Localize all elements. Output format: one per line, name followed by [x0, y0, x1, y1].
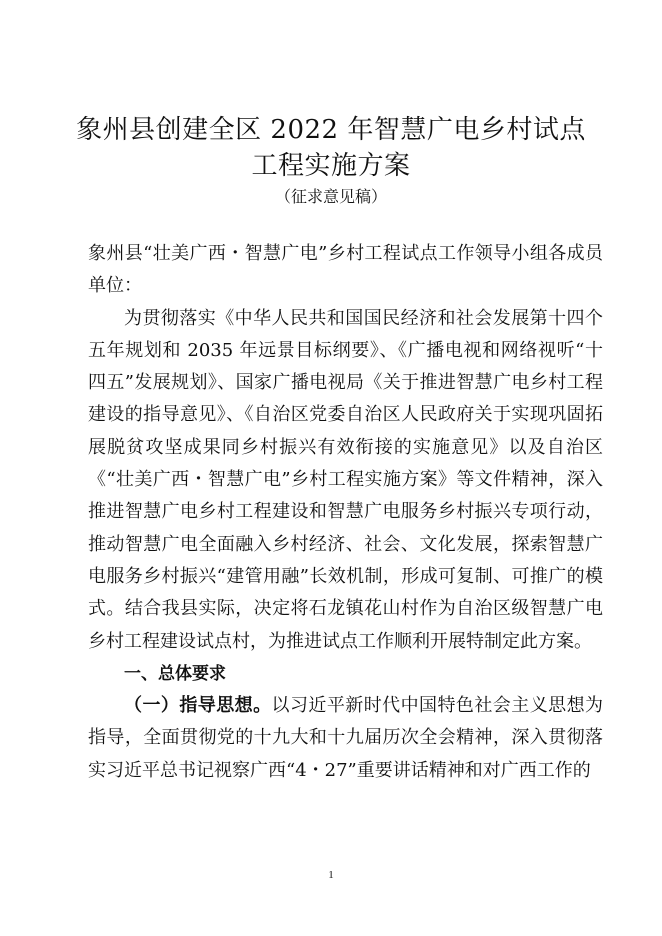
- intro-paragraph: 为贯彻落实《中华人民共和国国民经济和社会发展第十四个五年规划和 2035 年远景目标纲要》、《广播电视和网络视听“十四五”发展规划》、国家广播电视局《关于推进智慧广电乡村工程建设的指导意见》、《自治区党委自治区人民政府关于实现巩固拓展脱贫攻坚成果同乡村振兴有效衔接的实施意见》以及自治区《“壮美广西・智慧广电”乡村工程实施方案》等文件精神，深入推进智慧广电乡村工程建设和智慧广电服务乡村振兴专项行动，推动智慧广电全面融入乡村经济、社会、文化发展，探索智慧广电服务乡村振兴“建管用融”长效机制，形成可复制、可推广的模式。结合我县实际，决定将石龙镇花山村作为自治区级智慧广电乡村工程建设试点村，为推进试点工作顺利开展特制定此方案。: [88, 307, 603, 652]
- subsection-guiding-ideology: [88, 690, 603, 787]
- page-number: 1: [328, 869, 334, 881]
- subsection-lead: （一）指导思想。: [124, 695, 272, 717]
- addressee-paragraph: 象州县“壮美广西・智慧广电”乡村工程试点工作领导小组各成员单位：: [88, 243, 603, 297]
- subsection-text: 以习近平新时代中国特色社会主义思想为指导，全面贯彻党的十九大和十九届历次全会精神，深入贯彻落实习近平总书记视察广西“4・27”重要讲话精神和对广西工作的: [88, 695, 604, 781]
- section-heading-general-requirements: 一、总体要求: [124, 663, 226, 684]
- document-title-line1: 象州县创建全区 2022 年智慧广电乡村试点: [76, 115, 586, 145]
- document-title-line2: 工程实施方案: [251, 151, 411, 181]
- document-body: [88, 238, 603, 787]
- document-subtitle: （征求意见稿）: [274, 187, 387, 206]
